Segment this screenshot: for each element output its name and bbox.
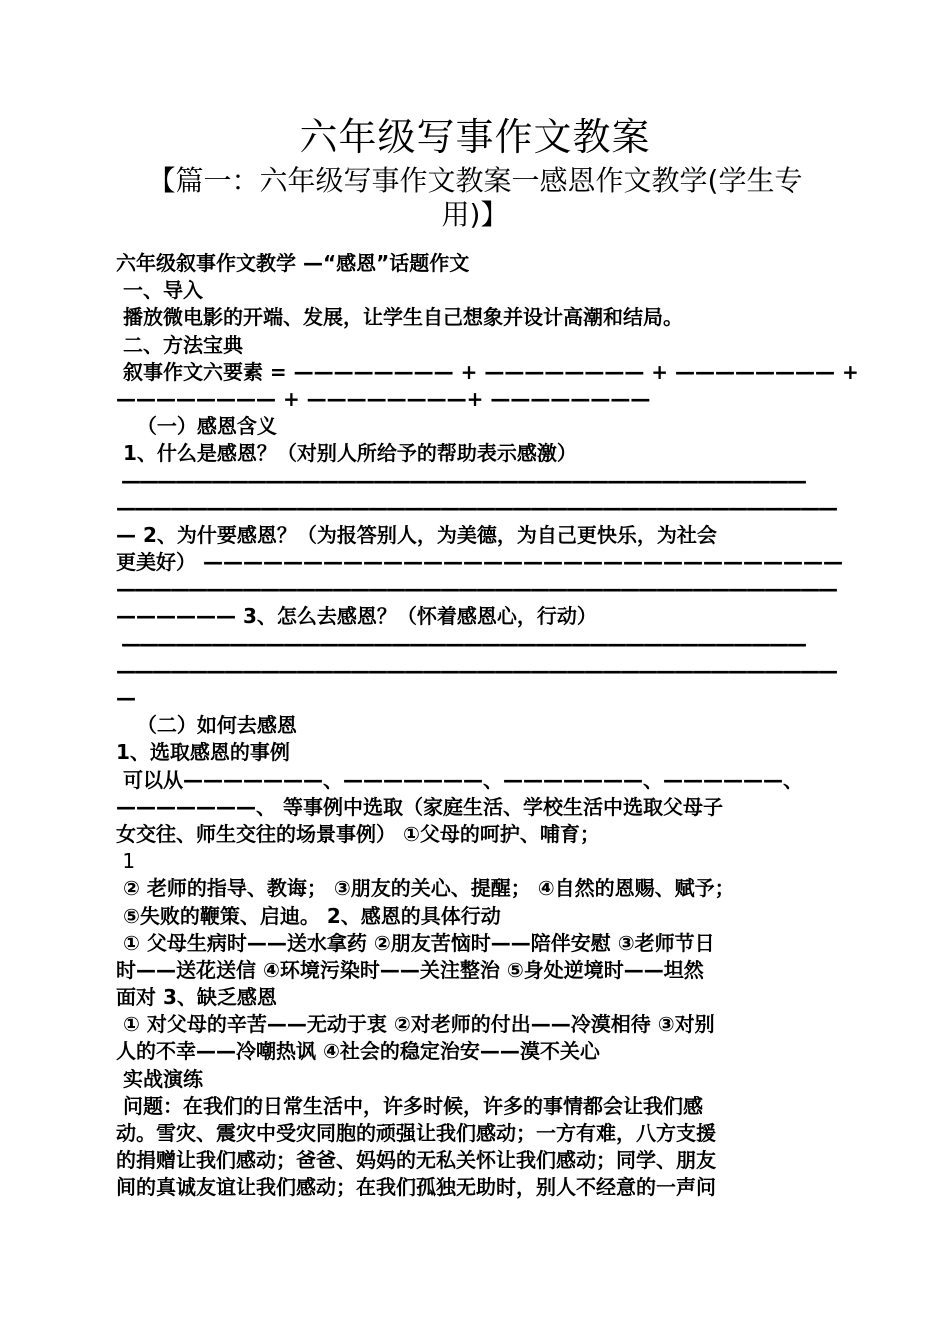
body-line: 1、选取感恩的事例 <box>116 740 290 765</box>
body-line: 二、方法宝典 <box>116 332 243 357</box>
body-line: 更美好） ———————————————————————————————— <box>116 550 843 575</box>
body-line: 时——送花送信 ④环境污染时——关注整治 ⑤身处逆境时——坦然 <box>116 957 704 982</box>
body-line: 的捐赠让我们感动；爸爸、妈妈的无私关怀让我们感动；同学、朋友 <box>116 1148 716 1173</box>
body-line: 1、什么是感恩？（对别人所给予的帮助表示感激） <box>116 441 577 466</box>
document-subtitle <box>125 164 825 232</box>
body-line: ① 对父母的辛苦——无动于衷 ②对老师的付出——冷漠相待 ③对别 <box>116 1012 715 1037</box>
body-line: 叙事作文六要素 = ———————— + ———————— + ———————— + <box>116 359 859 384</box>
body-line: ① 父母生病时——送水拿药 ②朋友苦恼时——陪伴安慰 ③老师节日 <box>116 930 715 955</box>
body-line: 播放微电影的开端、发展，让学生自己想象并设计高潮和结局。 <box>116 305 683 330</box>
body-line: 间的真诚友谊让我们感动；在我们孤独无助时，别人不经意的一声问 <box>116 1175 716 1200</box>
body-line: ———————————————————————————————————————— <box>116 577 836 602</box>
body-line: 面对 3、缺乏感恩 <box>116 985 277 1010</box>
body-line: 女交往、师生交往的场景事例） ①父母的呵护、哺育； <box>116 821 600 846</box>
body-line: 六年级叙事作文教学 —“感恩”话题作文 <box>116 251 470 275</box>
body-line: 动。雪灾、震灾中受灾同胞的顽强让我们感动；一方有难，八方支援 <box>116 1121 716 1145</box>
body-line: — 2、为什要感恩？（为报答别人，为美德，为自己更快乐，为社会 <box>116 522 717 547</box>
body-line: 可以从———————、———————、———————、——————、 <box>116 767 803 792</box>
body-line: ———————、 等事例中选取（家庭生活、学校生活中选取父母子 <box>116 794 723 819</box>
body-line: —————— 3、怎么去感恩？（怀着感恩心，行动） <box>116 604 597 629</box>
body-line: 人的不幸——冷嘲热讽 ④社会的稳定治安——漠不关心 <box>116 1039 600 1064</box>
document-body <box>116 250 859 1202</box>
body-line: ⑤失败的鞭策、启迪。 2、感恩的具体行动 <box>116 903 501 928</box>
body-line: 问题：在我们的日常生活中，许多时候，许多的事情都会让我们感 <box>116 1093 703 1118</box>
body-line: 一、导入 <box>116 278 203 303</box>
body-line: ———————————————————————————————————————— <box>116 658 836 683</box>
body-line: — <box>116 686 136 710</box>
body-line: 1 <box>116 849 136 874</box>
body-line: ② 老师的指导、教诲； ③朋友的关心、提醒； ④自然的恩赐、赋予； <box>116 876 735 901</box>
body-line: ———————————————————————————————————————— <box>116 495 836 520</box>
body-line: —————————————————————————————————————— <box>116 468 805 493</box>
subtitle-line-1: 【篇一：六年级写事作文教案一感恩作文教学(学生专 <box>147 164 803 197</box>
document-title: 六年级写事作文教案 <box>299 115 651 159</box>
body-line: 实战演练 <box>116 1066 203 1091</box>
body-line: （二）如何去感恩 <box>116 713 297 738</box>
subtitle-line-2: 用)】 <box>441 198 509 231</box>
body-line: （一）感恩含义 <box>116 414 277 439</box>
body-line: ———————— + ————————+ ———————— <box>116 386 651 411</box>
body-line: —————————————————————————————————————— <box>116 631 805 656</box>
